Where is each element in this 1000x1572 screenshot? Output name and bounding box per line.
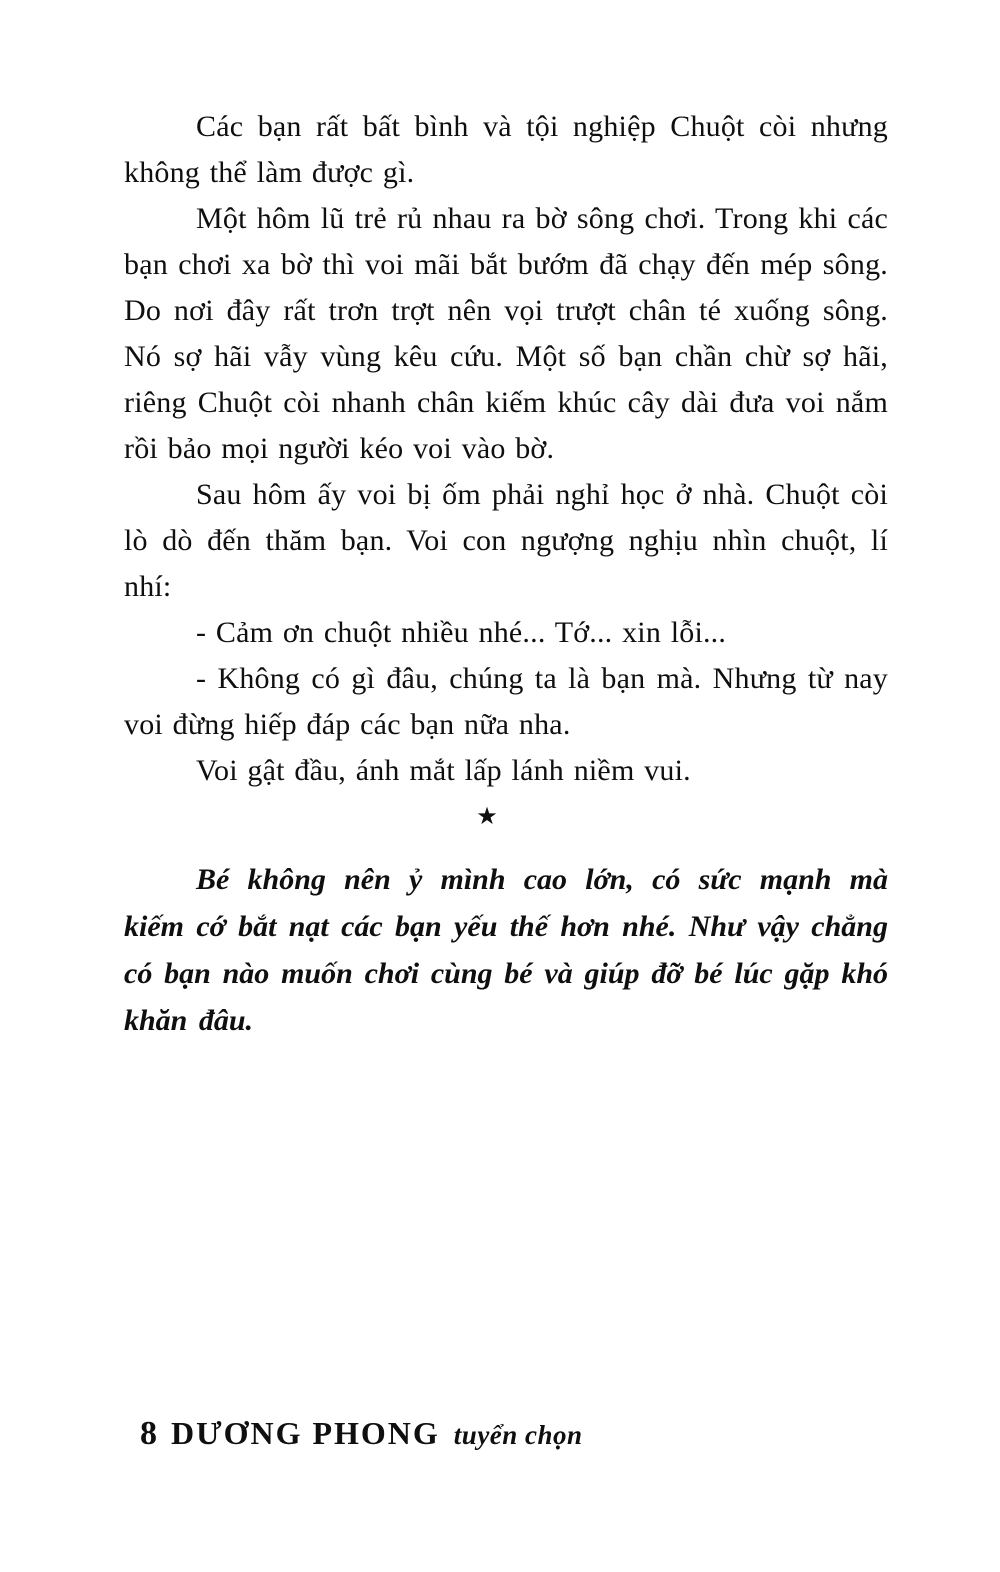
footer-collection-name: DƯƠNG PHONG [171, 1415, 440, 1451]
page-footer [140, 1415, 583, 1453]
story-text-block [124, 104, 888, 1044]
dialog-line: - Cảm ơn chuột nhiều nhé... Tớ... xin lỗi... [196, 616, 727, 649]
footer-collection-suffix: tuyển chọn [453, 1420, 583, 1450]
story-paragraph: Một hôm lũ trẻ rủ nhau ra bờ sông chơi. Trong khi các bạn chơi xa bờ thì voi mãi bắt bướm đã chạy đến mép sông. Do nơi đây rất trơn trợt nên vọi trượt chân té xuống sông. Nó sợ hãi vẫy vùng kêu cứu. Một số bạn chần chừ sợ hãi, riêng Chuột còi nhanh chân kiếm khúc cây dài đưa voi nắm rồi bảo mọi người kéo voi vào bờ. [124, 202, 888, 465]
moral-paragraph: Bé không nên ỷ mình cao lớn, có sức mạnh mà kiếm cớ bắt nạt các bạn yếu thế hơn nhé. Như vậy chẳng có bạn nào muốn chơi cùng bé và giúp đỡ bé lúc gặp khó khăn đâu. [124, 863, 888, 1037]
story-paragraph: Các bạn rất bất bình và tội nghiệp Chuột còi nhưng không thể làm được gì. [124, 110, 888, 189]
dialog-line: - Không có gì đâu, chúng ta là bạn mà. Nhưng từ nay voi đừng hiếp đáp các bạn nữa nha. [124, 662, 888, 741]
story-paragraph: Voi gật đầu, ánh mắt lấp lánh niềm vui. [196, 754, 691, 787]
section-separator-star-icon: ★ [476, 804, 498, 830]
footer-page-number: 8 [140, 1415, 157, 1452]
story-paragraph: Sau hôm ấy voi bị ốm phải nghỉ học ở nhà. Chuột còi lò dò đến thăm bạn. Voi con ngượng nghịu nhìn chuột, lí nhí: [124, 478, 888, 603]
